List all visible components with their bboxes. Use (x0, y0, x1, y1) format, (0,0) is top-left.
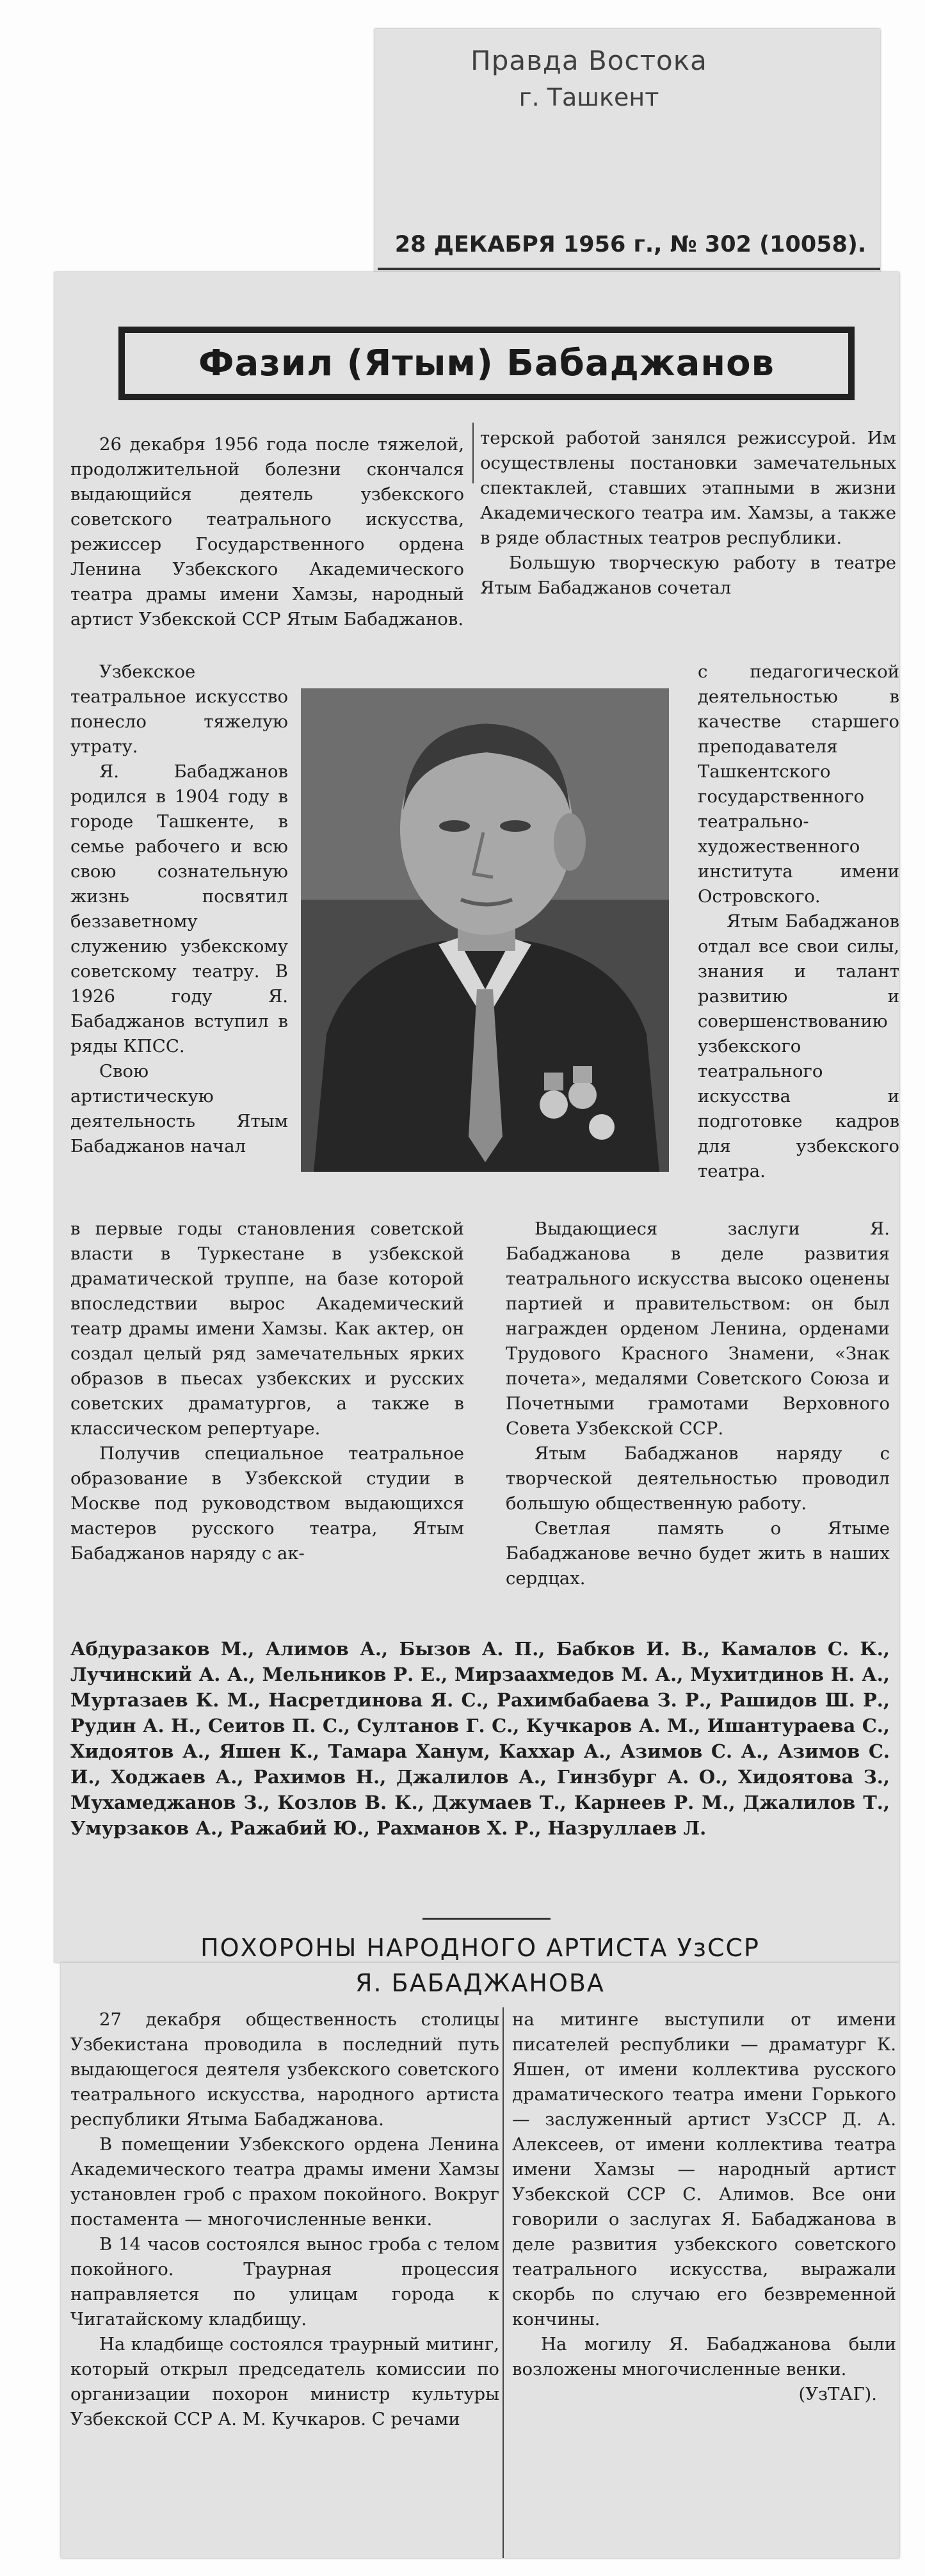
paragraph: 27 декабря общественность столицы Узбекистана проводила в последний путь выдающегося деятеля узбекского советского театрального искусства, народного артиста республики Ятыма Бабаджанова. (70, 2009, 499, 2130)
paragraph: Узбекское театральное искусство понесло тяжелую утрату. (70, 661, 288, 757)
news-agency-credit: (УзТАГ). (798, 2384, 877, 2404)
portrait-photo-drawing (301, 688, 669, 1172)
paragraph: Свою артистическую деятельность Ятым Бабаджанов начал (70, 1061, 288, 1156)
obituary-column-left-bottom (70, 1217, 464, 1566)
publication-city: г. Ташкент (519, 83, 659, 111)
paragraph: на митинге выступили от имени писателей республики — драматург К. Яшен, от имени коллектива русского драматического театра имени Горького — заслуженный артист УзССР Д. А. Алексеев, от имени коллектива театра имени Хамзы — народный артист Узбекской ССР С. Алимов. Все они говорили о заслугах Я. Бабаджанова в деле развития узбекского советского театрального искусства, выражали скорбь по случаю его безвременной кончины. (512, 2009, 896, 2329)
section-separator (422, 1918, 551, 1920)
paragraph: На кладбище состоялся траурный митинг, который открыл председатель комиссии по организации похорон министр культуры Узбекской ССР А. М. Кучкаров. С речами (70, 2334, 499, 2429)
paragraph: На могилу Я. Бабаджанова были возложены многочисленные венки. (512, 2334, 896, 2379)
paragraph: Получив специальное театральное образование в Узбекской студии в Москве под руководством выдающихся мастеров русского театра, Ятым Бабаджанов наряду с ак- (70, 1443, 464, 1564)
obituary-column-left-narrow (70, 660, 288, 1159)
obituary-column-left-top (70, 432, 464, 632)
obituary-column-right-bottom (506, 1217, 890, 1591)
paragraph: Я. Бабаджанов родился в 1904 году в городе Ташкенте, в семье рабочего и всю свою сознательную жизнь посвятил беззаветному служению узбекскому советскому театру. В 1926 году Я. Бабаджанов вступил в ряды КПСС. (70, 761, 288, 1057)
publication-stamp: Правда Востока (471, 45, 707, 76)
funeral-headline: ПОХОРОНЫ НАРОДНОГО АРТИСТА УзССР (200, 1934, 760, 1962)
paragraph: Ятым Бабаджанов наряду с творческой деятельностью проводил большую общественную работу. (506, 1443, 890, 1514)
funeral-column-left (70, 2007, 499, 2432)
signatories-list: Абдуразаков М., Алимов А., Бызов А. П., Бабков И. В., Камалов С. К., Лучинский А. А., Мельников Р. Е., Мирзаахмедов М. А., Мухитдинов Н. А., Муртазаев К. М., Насретдинова Я. С., Рахимбабаева З. Р., Рашидов Ш. Р., Рудин А. Н., Сеитов П. С., Султанов Г. С., Кучкаров А. М., Ишантураева С., Хидоятов А., Яшен К., Тамара Ханум, Каххар А., Азимов С. А., Азимов С. И., Ходжаев А., Рахимов Н., Джалилов А., Гинзбург А. О., Хидоятова З., Мухамеджанов З., Козлов В. К., Джумаев Т., Карнеев Р. М., Джалилов Т., Умурзаков А., Ражабий Ю., Рахманов Х. Р., Назруллаев Л. (70, 1638, 890, 1839)
paragraph: В 14 часов состоялся вынос гроба с телом покойного. Траурная процессия направляется по улицам города к Чигатайскому кладбищу. (70, 2234, 499, 2329)
obituary-title-frame (118, 327, 855, 400)
paragraph: 26 декабря 1956 года после тяжелой, продолжительной болезни скончался выдающийся деятель узбекского советского театрального искусства, режиссер Государственного ордена Ленина Узбекского Академического театра драмы имени Хамзы, народный артист Узбекской ССР Ятым Бабаджанов. (70, 434, 464, 629)
issue-rule (378, 268, 880, 270)
issue-date-line: 28 ДЕКАБРЯ 1956 г., № 302 (10058). (394, 232, 867, 257)
paragraph: Большую творческую работу в театре Ятым Бабаджанов сочетал (480, 553, 896, 598)
paragraph: Выдающиеся заслуги Я. Бабаджанова в деле развития театрального искусства высоко оценены партией и правительством: он был награжден орденом Ленина, орденами Трудового Красного Знамени, «Знак почета», медалями Советского Союза и Почетными грамотами Верховного Совета Узбекской ССР. (506, 1219, 890, 1439)
funeral-subheadline: Я. БАБАДЖАНОВА (355, 1969, 605, 1997)
paragraph: в первые годы становления советской власти в Туркестане в узбекской драматической труппе, на базе которой впоследствии вырос Академический театр драмы имени Хамзы. Как актер, он создал целый ряд замечательных ярких образов в пьесах узбекских и русских советских драматургов, а также в классическом репертуаре. (70, 1219, 464, 1439)
paragraph: с педагогической деятельностью в качестве старшего преподавателя Ташкентского государственного театрально-художественного института имени Островского. (698, 661, 899, 907)
column-divider (503, 2007, 504, 2558)
obituary-column-right-narrow (698, 660, 899, 1184)
paragraph: терской работой занялся режиссурой. Им осуществлены постановки замечательных спектаклей, ставших этапными в жизни Академического театра им. Хамзы, а также в ряде областных театров республики. (480, 428, 896, 548)
obituary-title: Фазил (Ятым) Бабаджанов (198, 343, 775, 384)
column-divider (472, 423, 474, 483)
obituary-column-right-top (480, 426, 896, 601)
paragraph: В помещении Узбекского ордена Ленина Академического театра драмы имени Хамзы установлен гроб с прахом покойного. Вокруг постамента — многочисленные венки. (70, 2134, 499, 2230)
paragraph: Светлая память о Ятыме Бабаджанове вечно будет жить в наших сердцах. (506, 1518, 890, 1589)
portrait-photo (301, 688, 669, 1172)
paragraph: Ятым Бабаджанов отдал все свои силы, знания и талант развитию и совершенствованию узбекского театрального искусства и подготовке кадров для узбекского театра. (698, 911, 899, 1181)
funeral-column-right (512, 2007, 896, 2407)
